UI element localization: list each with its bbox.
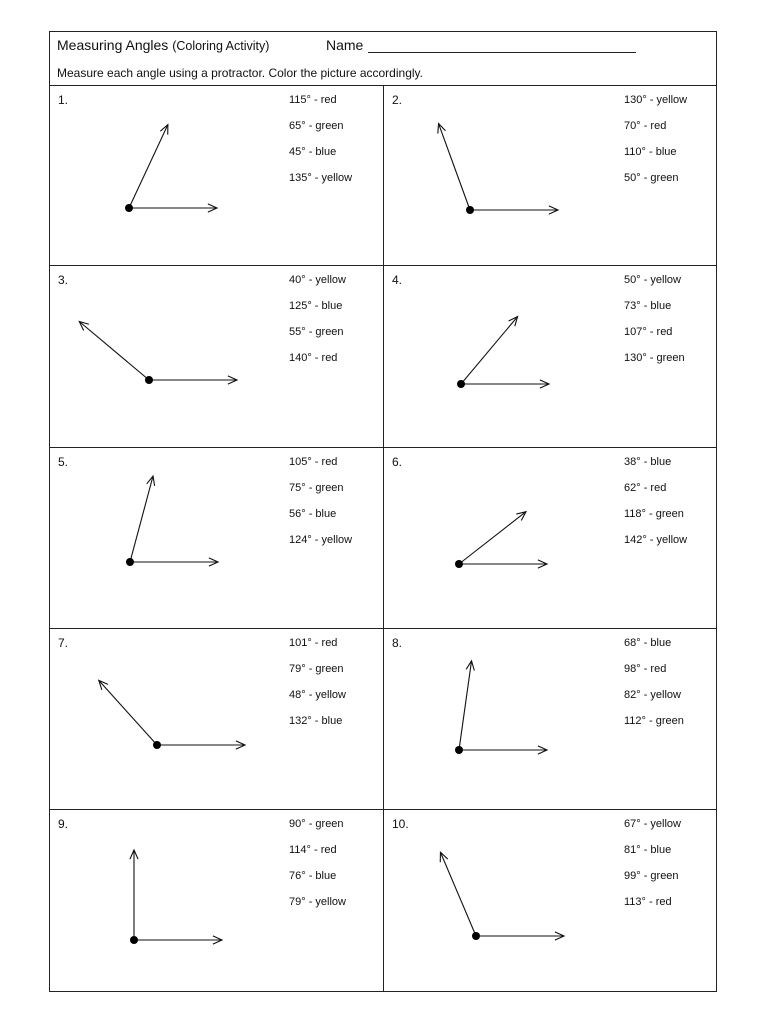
problem-cell-1 [50, 86, 384, 266]
problem-cell-7 [50, 629, 384, 810]
answer-options [624, 273, 685, 377]
answer-option: 98° - red [624, 663, 667, 675]
angle-ray [461, 317, 518, 384]
problem-number: 2. [392, 93, 403, 107]
angle-ray [438, 124, 470, 210]
answer-option: 38° - blue [624, 456, 672, 468]
answer-options [624, 636, 684, 740]
answer-option: 112° - green [624, 715, 684, 727]
answer-option: 115° - red [289, 94, 337, 106]
vertex-dot [466, 206, 474, 214]
angle-ray [130, 850, 138, 940]
answer-option: 114° - red [289, 844, 337, 856]
answer-option: 81° - blue [624, 844, 672, 856]
answer-option: 50° - yellow [624, 274, 681, 286]
answer-option: 79° - green [289, 663, 344, 675]
base-ray [149, 376, 237, 384]
base-ray [130, 558, 218, 566]
problem-number: 7. [58, 636, 69, 650]
answer-option: 101° - red [289, 637, 338, 649]
problem-number: 1. [58, 93, 69, 107]
answer-option: 67° - yellow [624, 818, 681, 830]
name-field-line[interactable] [368, 52, 636, 53]
answer-option: 73° - blue [624, 300, 672, 312]
vertex-dot [153, 741, 161, 749]
vertex-dot [126, 558, 134, 566]
problem-cell-6 [384, 448, 716, 629]
answer-option: 99° - green [624, 870, 679, 882]
answer-option: 76° - blue [289, 870, 337, 882]
answer-option: 132° - blue [289, 715, 343, 727]
problem-cell-9 [50, 810, 384, 991]
worksheet-header [50, 32, 716, 86]
base-ray [459, 560, 547, 568]
answer-option: 130° - green [624, 352, 685, 364]
problem-number: 9. [58, 817, 69, 831]
vertex-dot [125, 204, 133, 212]
answer-option: 107° - red [624, 326, 673, 338]
base-ray [134, 936, 222, 944]
answer-option: 82° - yellow [624, 689, 681, 701]
vertex-dot [130, 936, 138, 944]
vertex-dot [145, 376, 153, 384]
answer-options [289, 455, 352, 559]
base-ray [459, 746, 547, 754]
answer-options [624, 93, 687, 197]
answer-option: 62° - red [624, 482, 667, 494]
base-ray [129, 204, 217, 212]
problem-number: 6. [392, 455, 403, 469]
problem-grid [50, 86, 716, 991]
problem-cell-5 [50, 448, 384, 629]
problem-cell-2 [384, 86, 716, 266]
problem-number: 10. [392, 817, 409, 831]
answer-option: 124° - yellow [289, 534, 353, 546]
angle-ray [99, 680, 157, 745]
angle-ray [129, 125, 168, 208]
answer-options [624, 817, 681, 921]
answer-option: 113° - red [624, 896, 672, 908]
base-ray [461, 380, 549, 388]
instructions: Measure each angle using a protractor. Color the picture accordingly. [57, 66, 423, 80]
answer-option: 40° - yellow [289, 274, 346, 286]
angle-ray [130, 476, 155, 562]
answer-option: 130° - yellow [624, 94, 688, 106]
vertex-dot [455, 746, 463, 754]
answer-option: 65° - green [289, 120, 344, 132]
problem-number: 4. [392, 273, 403, 287]
problem-cell-8 [384, 629, 716, 810]
problem-cell-3 [50, 266, 384, 448]
answer-option: 55° - green [289, 326, 344, 338]
title-subtitle: (Coloring Activity) [172, 39, 270, 53]
problem-number: 5. [58, 455, 69, 469]
problem-cell-10 [384, 810, 716, 991]
answer-option: 50° - green [624, 172, 679, 184]
name-label: Name [326, 37, 364, 53]
answer-options [289, 93, 352, 197]
answer-option: 105° - red [289, 456, 338, 468]
angle-ray [459, 661, 474, 750]
angle-ray [440, 852, 476, 936]
answer-option: 110° - blue [624, 146, 677, 158]
problem-cell-4 [384, 266, 716, 448]
base-ray [157, 741, 245, 749]
answer-options [289, 273, 346, 377]
answer-option: 45° - blue [289, 146, 337, 158]
worksheet [49, 31, 717, 992]
base-ray [476, 932, 564, 940]
answer-option: 125° - blue [289, 300, 343, 312]
answer-options [289, 636, 346, 740]
angle-ray [79, 322, 149, 380]
answer-options [624, 455, 687, 559]
worksheet-title [57, 37, 269, 53]
answer-option: 118° - green [624, 508, 684, 520]
answer-option: 48° - yellow [289, 689, 346, 701]
problem-number: 3. [58, 273, 69, 287]
vertex-dot [472, 932, 480, 940]
vertex-dot [455, 560, 463, 568]
answer-option: 140° - red [289, 352, 338, 364]
answer-option: 135° - yellow [289, 172, 353, 184]
title-text: Measuring Angles [57, 37, 169, 53]
answer-option: 56° - blue [289, 508, 337, 520]
answer-option: 79° - yellow [289, 896, 346, 908]
answer-option: 90° - green [289, 818, 344, 830]
answer-option: 68° - blue [624, 637, 672, 649]
angle-ray [459, 512, 526, 564]
base-ray [470, 206, 558, 214]
answer-option: 75° - green [289, 482, 344, 494]
answer-options [289, 817, 346, 921]
answer-option: 70° - red [624, 120, 667, 132]
answer-option: 142° - yellow [624, 534, 688, 546]
problem-number: 8. [392, 636, 403, 650]
vertex-dot [457, 380, 465, 388]
